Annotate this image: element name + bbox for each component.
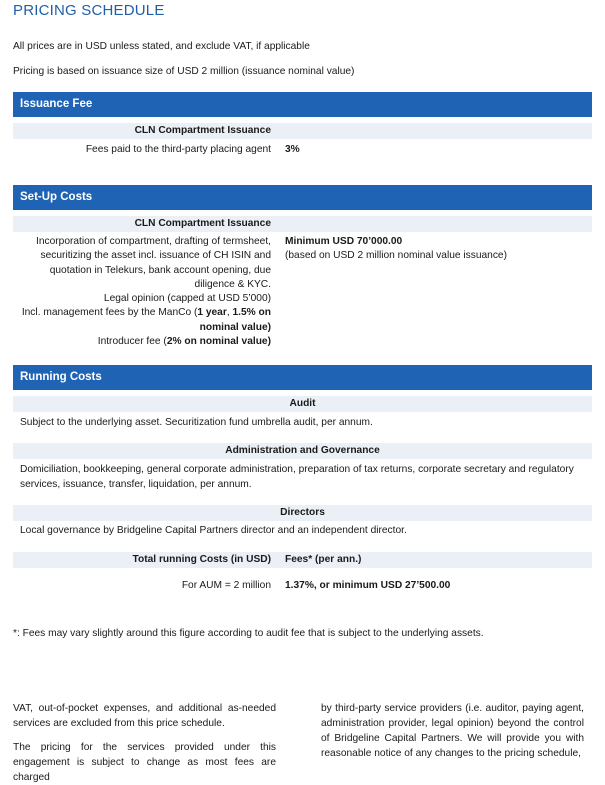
setup-value-note: (based on USD 2 million nominal value issuance) (285, 250, 507, 262)
setup-minimum-value: Minimum USD 70’000.00 (285, 236, 403, 247)
bottom-right-column: by third-party service providers (i.e. auditor, paying agent, administration provider, legal opinion) beyond the control of Bridgeline Capital Partners. We will provide you with reasonable notice of any changes to the pricing schedule, (321, 703, 584, 759)
admin-subheader: Administration and Governance (13, 443, 592, 459)
management-fee-label: Incl. management fees by the ManCo (1 year, 1.5% on (21, 307, 271, 319)
fees-per-annum-label: Fees* (per ann.) (285, 554, 362, 565)
bottom-vat-paragraph: VAT, out-of-pocket expenses, and additional as-needed services are excluded from this price schedule. (13, 703, 276, 729)
incorporation-description: Incorporation of compartment, drafting of termsheet, securitizing the asset incl. issuance of CH ISIN and quotation in Telekurs, bank account opening, due diligence & KYC. Legal opinion (capped at USD 5’000) Incl. management fees by the ManCo (1 year, 1.5% on nominal value) Introducer fee (2% on nominal value) (22, 235, 271, 349)
total-running-costs-label: Total running Costs (in USD) (132, 554, 271, 565)
setup-costs-subheader (13, 216, 592, 232)
placing-agent-fee-label: Fees paid to the third-party placing agent (85, 144, 271, 155)
issuance-fee-subheader (13, 123, 592, 139)
placing-agent-fee-value: 3% (285, 144, 300, 155)
directors-text: Local governance by Bridgeline Capital Partners director and an independent director. (20, 525, 407, 536)
setup-cost-value (285, 235, 507, 264)
footnote: *: Fees may vary slightly around this figure according to audit fee that is subject to the underlying assets. (13, 628, 484, 639)
aum-value: 1.37%, or minimum USD 27’500.00 (285, 580, 451, 591)
setup-costs-header: Set-Up Costs (13, 185, 592, 210)
admin-text: Domiciliation, bookkeeping, general corporate administration, preparation of tax returns, corporate secretary and regulatory services, issuance, transfer, liquidation, per annum. (20, 464, 574, 490)
bottom-pricing-paragraph: The pricing for the services provided under this engagement is subject to change as most fees are charged (13, 742, 276, 783)
intro-issuance-note: Pricing is based on issuance size of USD 2 million (issuance nominal value) (13, 66, 355, 77)
page-title: PRICING SCHEDULE (13, 2, 165, 19)
aum-label: For AUM = 2 million (181, 580, 271, 591)
introducer-fee-label: Introducer fee (2% on nominal value) (97, 336, 271, 348)
running-costs-header: Running Costs (13, 365, 592, 390)
issuance-fee-sub-label: CLN Compartment Issuance (134, 125, 271, 136)
intro-currency-note: All prices are in USD unless stated, and exclude VAT, if applicable (13, 41, 310, 52)
bottom-left-column (13, 701, 276, 785)
audit-text: Subject to the underlying asset. Securitization fund umbrella audit, per annum. (20, 417, 373, 428)
directors-subheader: Directors (13, 505, 592, 521)
legal-opinion-label: Legal opinion (capped at USD 5’000) (103, 293, 271, 305)
management-fee-label-cont: nominal value) (199, 321, 271, 333)
audit-subheader: Audit (13, 396, 592, 412)
issuance-fee-header: Issuance Fee (13, 92, 592, 117)
total-running-costs-row (13, 552, 592, 568)
setup-costs-sub-label: CLN Compartment Issuance (134, 218, 271, 229)
